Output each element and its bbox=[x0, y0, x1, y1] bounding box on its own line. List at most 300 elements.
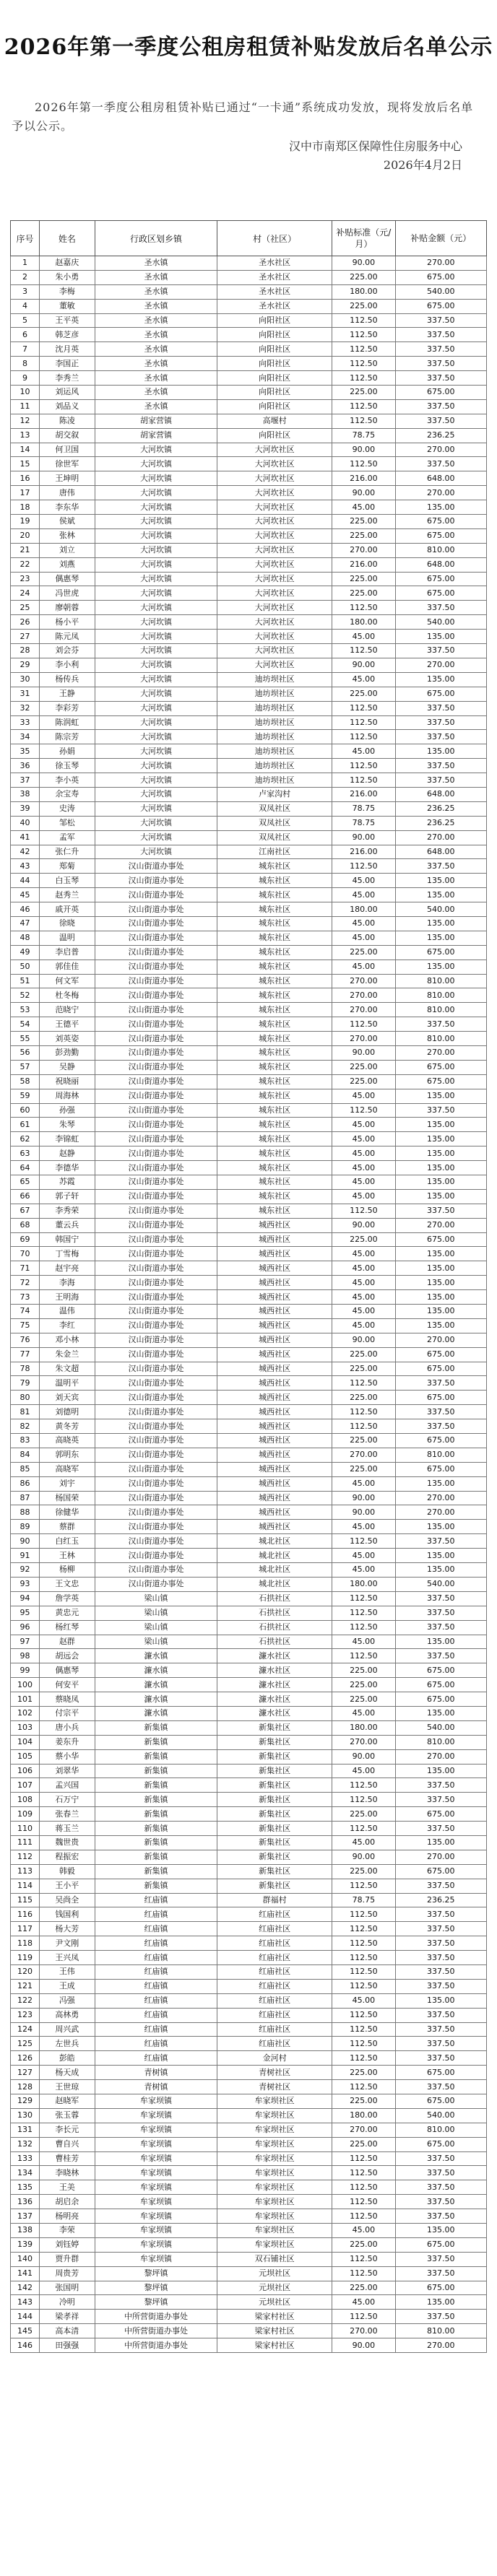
cell-standard: 45.00 bbox=[332, 1318, 396, 1333]
cell-village: 石拱社区 bbox=[217, 1620, 332, 1635]
cell-name: 刘会芬 bbox=[39, 644, 95, 658]
table-row bbox=[11, 1893, 487, 1907]
cell-name: 刘立 bbox=[39, 543, 95, 557]
cell-amount: 135.00 bbox=[395, 1161, 486, 1175]
cell-township: 圣水镇 bbox=[95, 256, 217, 271]
cell-township: 汉山街道办事处 bbox=[95, 1017, 217, 1032]
cell-name: 刘翠华 bbox=[39, 1764, 95, 1778]
cell-amount: 675.00 bbox=[395, 1462, 486, 1476]
cell-township: 汉山街道办事处 bbox=[95, 1060, 217, 1074]
table-row bbox=[11, 2137, 487, 2151]
cell-index: 73 bbox=[11, 1290, 40, 1305]
cell-name: 郑菊 bbox=[39, 859, 95, 874]
cell-name: 偶惠琴 bbox=[39, 572, 95, 586]
cell-standard: 45.00 bbox=[332, 1118, 396, 1132]
cell-township: 圣水镇 bbox=[95, 342, 217, 357]
cell-township: 汉山街道办事处 bbox=[95, 1261, 217, 1276]
cell-village: 城西社区 bbox=[217, 1218, 332, 1232]
cell-village: 城东社区 bbox=[217, 1074, 332, 1089]
table-row bbox=[11, 256, 487, 271]
cell-township: 牟家坝镇 bbox=[95, 2195, 217, 2209]
cell-standard: 112.50 bbox=[332, 2252, 396, 2266]
cell-village: 石拱社区 bbox=[217, 1606, 332, 1620]
cell-index: 25 bbox=[11, 601, 40, 615]
cell-township: 圣水镇 bbox=[95, 328, 217, 342]
cell-index: 123 bbox=[11, 2008, 40, 2022]
cell-name: 李小英 bbox=[39, 773, 95, 788]
cell-name: 朱金兰 bbox=[39, 1347, 95, 1362]
cell-village: 牟家坝社区 bbox=[217, 2151, 332, 2166]
cell-index: 34 bbox=[11, 730, 40, 744]
cell-name: 王小平 bbox=[39, 1879, 95, 1893]
table-row bbox=[11, 787, 487, 801]
cell-index: 87 bbox=[11, 1491, 40, 1505]
cell-name: 徐世军 bbox=[39, 457, 95, 471]
table-row bbox=[11, 1247, 487, 1261]
cell-village: 红庙社区 bbox=[217, 1951, 332, 1965]
table-row bbox=[11, 1807, 487, 1822]
cell-village: 石拱社区 bbox=[217, 1635, 332, 1649]
cell-index: 49 bbox=[11, 945, 40, 960]
cell-amount: 337.50 bbox=[395, 1103, 486, 1118]
cell-index: 70 bbox=[11, 1247, 40, 1261]
cell-name: 李国正 bbox=[39, 357, 95, 371]
table-row bbox=[11, 816, 487, 830]
cell-name: 何文军 bbox=[39, 974, 95, 988]
cell-village: 牟家坝社区 bbox=[217, 2108, 332, 2123]
cell-amount: 675.00 bbox=[395, 1692, 486, 1707]
cell-name: 胡交叙 bbox=[39, 428, 95, 443]
cell-amount: 540.00 bbox=[395, 2108, 486, 2123]
cell-standard: 112.50 bbox=[332, 1649, 396, 1663]
cell-village: 城东社区 bbox=[217, 1204, 332, 1218]
cell-township: 大河坎镇 bbox=[95, 586, 217, 601]
table-row bbox=[11, 2022, 487, 2037]
cell-standard: 90.00 bbox=[332, 830, 396, 845]
cell-index: 104 bbox=[11, 1735, 40, 1749]
cell-index: 118 bbox=[11, 1936, 40, 1951]
cell-name: 陈润虹 bbox=[39, 715, 95, 730]
cell-village: 城东社区 bbox=[217, 974, 332, 988]
cell-name: 朱琴 bbox=[39, 1118, 95, 1132]
cell-amount: 337.50 bbox=[395, 457, 486, 471]
cell-village: 城西社区 bbox=[217, 1491, 332, 1505]
cell-village: 大河坎社区 bbox=[217, 644, 332, 658]
cell-township: 汉山街道办事处 bbox=[95, 1333, 217, 1347]
cell-amount: 648.00 bbox=[395, 845, 486, 859]
cell-amount: 675.00 bbox=[395, 1663, 486, 1678]
cell-name: 王成 bbox=[39, 1979, 95, 1993]
cell-amount: 337.50 bbox=[395, 2180, 486, 2195]
cell-amount: 135.00 bbox=[395, 744, 486, 759]
cell-name: 朱小勇 bbox=[39, 270, 95, 284]
table-row bbox=[11, 557, 487, 572]
cell-township: 新集镇 bbox=[95, 1864, 217, 1879]
document-title: 2026年第一季度公租房租赁补贴发放后名单公示 bbox=[4, 35, 493, 60]
cell-amount: 675.00 bbox=[395, 528, 486, 543]
cell-village: 牟家坝社区 bbox=[217, 2224, 332, 2238]
cell-township: 牟家坝镇 bbox=[95, 2166, 217, 2180]
cell-name: 程振宏 bbox=[39, 1850, 95, 1864]
cell-amount: 810.00 bbox=[395, 1032, 486, 1046]
cell-standard: 225.00 bbox=[332, 1663, 396, 1678]
cell-amount: 337.50 bbox=[395, 1951, 486, 1965]
cell-index: 76 bbox=[11, 1333, 40, 1347]
cell-amount: 135.00 bbox=[395, 960, 486, 974]
cell-village: 城东社区 bbox=[217, 1060, 332, 1074]
cell-township: 圣水镇 bbox=[95, 270, 217, 284]
cell-township: 大河坎镇 bbox=[95, 701, 217, 715]
cell-village: 高堰村 bbox=[217, 414, 332, 428]
cell-township: 中所营街道办事处 bbox=[95, 2324, 217, 2338]
cell-index: 83 bbox=[11, 1434, 40, 1448]
cell-amount: 810.00 bbox=[395, 2123, 486, 2137]
cell-standard: 112.50 bbox=[332, 1793, 396, 1807]
cell-village: 城东社区 bbox=[217, 1175, 332, 1190]
cell-amount: 337.50 bbox=[395, 1793, 486, 1807]
cell-standard: 270.00 bbox=[332, 2324, 396, 2338]
cell-index: 18 bbox=[11, 500, 40, 515]
cell-amount: 337.50 bbox=[395, 1204, 486, 1218]
table-row bbox=[11, 1434, 487, 1448]
cell-standard: 180.00 bbox=[332, 284, 396, 299]
cell-standard: 78.75 bbox=[332, 816, 396, 830]
cell-amount: 810.00 bbox=[395, 2324, 486, 2338]
table-row bbox=[11, 687, 487, 701]
cell-village: 城西社区 bbox=[217, 1318, 332, 1333]
cell-index: 28 bbox=[11, 644, 40, 658]
cell-name: 蔡晓凤 bbox=[39, 1692, 95, 1707]
cell-name: 吴尚全 bbox=[39, 1893, 95, 1907]
cell-standard: 112.50 bbox=[332, 1936, 396, 1951]
cell-name: 刘德明 bbox=[39, 1405, 95, 1419]
table-row bbox=[11, 601, 487, 615]
cell-standard: 90.00 bbox=[332, 1491, 396, 1505]
cell-village: 青树社区 bbox=[217, 2066, 332, 2080]
cell-index: 35 bbox=[11, 744, 40, 759]
cell-amount: 236.25 bbox=[395, 816, 486, 830]
table-row bbox=[11, 2051, 487, 2066]
table-row bbox=[11, 1003, 487, 1017]
cell-village: 城西社区 bbox=[217, 1462, 332, 1476]
cell-amount: 337.50 bbox=[395, 399, 486, 414]
cell-index: 97 bbox=[11, 1635, 40, 1649]
cell-village: 城东社区 bbox=[217, 1089, 332, 1103]
table-row bbox=[11, 399, 487, 414]
cell-standard: 78.75 bbox=[332, 801, 396, 816]
cell-name: 何卫国 bbox=[39, 443, 95, 457]
cell-township: 大河坎镇 bbox=[95, 801, 217, 816]
cell-standard: 112.50 bbox=[332, 1534, 396, 1549]
table-row bbox=[11, 1835, 487, 1850]
cell-township: 大河坎镇 bbox=[95, 759, 217, 773]
cell-index: 81 bbox=[11, 1405, 40, 1419]
cell-index: 17 bbox=[11, 486, 40, 500]
table-row bbox=[11, 500, 487, 515]
cell-village: 城东社区 bbox=[217, 1161, 332, 1175]
cell-standard: 45.00 bbox=[332, 1305, 396, 1319]
cell-village: 大河坎社区 bbox=[217, 486, 332, 500]
table-row bbox=[11, 2166, 487, 2180]
cell-standard: 225.00 bbox=[332, 1462, 396, 1476]
cell-index: 91 bbox=[11, 1549, 40, 1563]
cell-township: 新集镇 bbox=[95, 1850, 217, 1864]
cell-name: 王兴凤 bbox=[39, 1951, 95, 1965]
cell-township: 红庙镇 bbox=[95, 2022, 217, 2037]
cell-village: 圣水社区 bbox=[217, 270, 332, 284]
cell-name: 李秀荣 bbox=[39, 1204, 95, 1218]
cell-village: 大河坎社区 bbox=[217, 471, 332, 486]
cell-amount: 270.00 bbox=[395, 256, 486, 271]
cell-township: 胡家营镇 bbox=[95, 428, 217, 443]
cell-standard: 45.00 bbox=[332, 1993, 396, 2008]
cell-index: 119 bbox=[11, 1951, 40, 1965]
cell-village: 红庙社区 bbox=[217, 2037, 332, 2051]
cell-standard: 45.00 bbox=[332, 1290, 396, 1305]
table-row bbox=[11, 1146, 487, 1161]
cell-amount: 135.00 bbox=[395, 1089, 486, 1103]
cell-township: 大河坎镇 bbox=[95, 615, 217, 630]
cell-index: 68 bbox=[11, 1218, 40, 1232]
cell-amount: 135.00 bbox=[395, 1706, 486, 1720]
cell-amount: 135.00 bbox=[395, 1189, 486, 1204]
cell-township: 牟家坝镇 bbox=[95, 2224, 217, 2238]
cell-amount: 135.00 bbox=[395, 1318, 486, 1333]
table-row bbox=[11, 1462, 487, 1476]
cell-name: 刘燕 bbox=[39, 557, 95, 572]
cell-village: 迪坊坝社区 bbox=[217, 773, 332, 788]
cell-name: 杨天成 bbox=[39, 2066, 95, 2080]
cell-amount: 810.00 bbox=[395, 1735, 486, 1749]
cell-index: 43 bbox=[11, 859, 40, 874]
cell-village: 城西社区 bbox=[217, 1448, 332, 1462]
table-row bbox=[11, 1850, 487, 1864]
signature-block bbox=[217, 137, 462, 175]
cell-index: 105 bbox=[11, 1749, 40, 1764]
cell-amount: 135.00 bbox=[395, 1118, 486, 1132]
table-row bbox=[11, 801, 487, 816]
cell-name: 王世琼 bbox=[39, 2080, 95, 2094]
cell-village: 城西社区 bbox=[217, 1520, 332, 1534]
cell-amount: 337.50 bbox=[395, 371, 486, 386]
cell-index: 133 bbox=[11, 2151, 40, 2166]
cell-village: 濂水社区 bbox=[217, 1692, 332, 1707]
cell-village: 大河坎社区 bbox=[217, 586, 332, 601]
cell-index: 27 bbox=[11, 630, 40, 644]
cell-village: 城西社区 bbox=[217, 1261, 332, 1276]
cell-name: 韩毅 bbox=[39, 1864, 95, 1879]
cell-index: 103 bbox=[11, 1720, 40, 1735]
cell-standard: 225.00 bbox=[332, 528, 396, 543]
cell-standard: 225.00 bbox=[332, 1391, 396, 1405]
cell-standard: 112.50 bbox=[332, 1620, 396, 1635]
cell-village: 元坝社区 bbox=[217, 2295, 332, 2310]
cell-index: 109 bbox=[11, 1807, 40, 1822]
cell-village: 牟家坝社区 bbox=[217, 2166, 332, 2180]
table-row bbox=[11, 672, 487, 687]
cell-name: 周海林 bbox=[39, 1089, 95, 1103]
cell-village: 向阳社区 bbox=[217, 357, 332, 371]
cell-amount: 270.00 bbox=[395, 1218, 486, 1232]
cell-standard: 78.75 bbox=[332, 1893, 396, 1907]
cell-amount: 337.50 bbox=[395, 2252, 486, 2266]
cell-township: 牟家坝镇 bbox=[95, 2252, 217, 2266]
cell-index: 141 bbox=[11, 2266, 40, 2281]
cell-amount: 270.00 bbox=[395, 1333, 486, 1347]
cell-village: 圣水社区 bbox=[217, 256, 332, 271]
cell-name: 詹学英 bbox=[39, 1591, 95, 1606]
cell-village: 城西社区 bbox=[217, 1247, 332, 1261]
table-row bbox=[11, 2295, 487, 2310]
cell-standard: 225.00 bbox=[332, 687, 396, 701]
table-row bbox=[11, 1606, 487, 1620]
cell-name: 韩国宁 bbox=[39, 1232, 95, 1247]
cell-township: 大河坎镇 bbox=[95, 830, 217, 845]
cell-amount: 135.00 bbox=[395, 630, 486, 644]
cell-standard: 90.00 bbox=[332, 1333, 396, 1347]
cell-name: 吴静 bbox=[39, 1060, 95, 1074]
cell-standard: 216.00 bbox=[332, 845, 396, 859]
cell-name: 赵静 bbox=[39, 1146, 95, 1161]
cell-index: 116 bbox=[11, 1907, 40, 1922]
cell-standard: 112.50 bbox=[332, 313, 396, 328]
cell-name: 韩芝彦 bbox=[39, 328, 95, 342]
cell-amount: 337.50 bbox=[395, 759, 486, 773]
cell-name: 陈元凤 bbox=[39, 630, 95, 644]
cell-index: 69 bbox=[11, 1232, 40, 1247]
cell-township: 汉山街道办事处 bbox=[95, 1405, 217, 1419]
cell-amount: 540.00 bbox=[395, 902, 486, 917]
cell-standard: 112.50 bbox=[332, 1419, 396, 1434]
cell-village: 牟家坝社区 bbox=[217, 2209, 332, 2224]
cell-village: 元坝社区 bbox=[217, 2266, 332, 2281]
cell-index: 63 bbox=[11, 1146, 40, 1161]
cell-standard: 112.50 bbox=[332, 601, 396, 615]
cell-village: 红庙社区 bbox=[217, 1964, 332, 1979]
cell-name: 周兴武 bbox=[39, 2022, 95, 2037]
cell-township: 大河坎镇 bbox=[95, 630, 217, 644]
cell-amount: 648.00 bbox=[395, 471, 486, 486]
cell-index: 5 bbox=[11, 313, 40, 328]
table-row bbox=[11, 1276, 487, 1290]
issue-date: 2026年4月2日 bbox=[383, 158, 462, 172]
cell-standard: 112.50 bbox=[332, 2180, 396, 2195]
cell-standard: 90.00 bbox=[332, 658, 396, 672]
cell-name: 徐晓 bbox=[39, 916, 95, 931]
cell-name: 李秀兰 bbox=[39, 371, 95, 386]
cell-village: 青树社区 bbox=[217, 2080, 332, 2094]
cell-index: 9 bbox=[11, 371, 40, 386]
cell-index: 7 bbox=[11, 342, 40, 357]
cell-index: 131 bbox=[11, 2123, 40, 2137]
cell-township: 大河坎镇 bbox=[95, 528, 217, 543]
cell-index: 128 bbox=[11, 2080, 40, 2094]
cell-index: 86 bbox=[11, 1476, 40, 1491]
cell-village: 城西社区 bbox=[217, 1305, 332, 1319]
cell-township: 汉山街道办事处 bbox=[95, 1563, 217, 1578]
cell-amount: 135.00 bbox=[395, 1549, 486, 1563]
cell-index: 55 bbox=[11, 1032, 40, 1046]
cell-standard: 112.50 bbox=[332, 1964, 396, 1979]
cell-index: 67 bbox=[11, 1204, 40, 1218]
cell-standard: 112.50 bbox=[332, 715, 396, 730]
cell-index: 19 bbox=[11, 515, 40, 529]
cell-index: 1 bbox=[11, 256, 40, 271]
cell-amount: 675.00 bbox=[395, 586, 486, 601]
table-row bbox=[11, 1333, 487, 1347]
cell-township: 大河坎镇 bbox=[95, 601, 217, 615]
cell-standard: 225.00 bbox=[332, 2237, 396, 2252]
cell-village: 红庙社区 bbox=[217, 1979, 332, 1993]
cell-village: 向阳社区 bbox=[217, 428, 332, 443]
table-row bbox=[11, 1692, 487, 1707]
table-row bbox=[11, 916, 487, 931]
table-row bbox=[11, 2008, 487, 2022]
cell-standard: 112.50 bbox=[332, 2151, 396, 2166]
cell-standard: 225.00 bbox=[332, 572, 396, 586]
cell-amount: 675.00 bbox=[395, 2094, 486, 2109]
cell-township: 红庙镇 bbox=[95, 2037, 217, 2051]
cell-village: 城东社区 bbox=[217, 1132, 332, 1146]
cell-township: 黎坪镇 bbox=[95, 2281, 217, 2295]
cell-name: 杨柳 bbox=[39, 1563, 95, 1578]
cell-village: 迪坊坝社区 bbox=[217, 744, 332, 759]
cell-township: 牟家坝镇 bbox=[95, 2237, 217, 2252]
table-row bbox=[11, 428, 487, 443]
cell-amount: 675.00 bbox=[395, 1362, 486, 1376]
cell-village: 江南社区 bbox=[217, 845, 332, 859]
table-row bbox=[11, 1922, 487, 1936]
cell-name: 孙娟 bbox=[39, 744, 95, 759]
cell-name: 刘钰婷 bbox=[39, 2237, 95, 2252]
cell-village: 城北社区 bbox=[217, 1549, 332, 1563]
cell-standard: 112.50 bbox=[332, 2008, 396, 2022]
cell-name: 丁雪梅 bbox=[39, 1247, 95, 1261]
cell-index: 139 bbox=[11, 2237, 40, 2252]
cell-amount: 675.00 bbox=[395, 1074, 486, 1089]
cell-index: 72 bbox=[11, 1276, 40, 1290]
cell-standard: 225.00 bbox=[332, 586, 396, 601]
cell-amount: 337.50 bbox=[395, 1778, 486, 1793]
cell-index: 88 bbox=[11, 1505, 40, 1520]
cell-township: 汉山街道办事处 bbox=[95, 916, 217, 931]
cell-amount: 675.00 bbox=[395, 1864, 486, 1879]
cell-village: 城东社区 bbox=[217, 874, 332, 888]
table-row bbox=[11, 1505, 487, 1520]
cell-index: 30 bbox=[11, 672, 40, 687]
table-row bbox=[11, 988, 487, 1003]
cell-index: 20 bbox=[11, 528, 40, 543]
cell-standard: 45.00 bbox=[332, 888, 396, 902]
cell-township: 圣水镇 bbox=[95, 386, 217, 400]
cell-township: 汉山街道办事处 bbox=[95, 931, 217, 945]
header-village: 村（社区） bbox=[217, 221, 332, 256]
cell-standard: 180.00 bbox=[332, 1720, 396, 1735]
table-row bbox=[11, 1132, 487, 1146]
cell-name: 廖朝蓉 bbox=[39, 601, 95, 615]
cell-index: 37 bbox=[11, 773, 40, 788]
cell-amount: 135.00 bbox=[395, 1520, 486, 1534]
table-row bbox=[11, 528, 487, 543]
cell-village: 红庙社区 bbox=[217, 1993, 332, 2008]
cell-standard: 112.50 bbox=[332, 1591, 396, 1606]
cell-standard: 112.50 bbox=[332, 1907, 396, 1922]
cell-name: 王静 bbox=[39, 687, 95, 701]
cell-township: 梁山镇 bbox=[95, 1591, 217, 1606]
cell-standard: 180.00 bbox=[332, 2108, 396, 2123]
cell-name: 陈宗芳 bbox=[39, 730, 95, 744]
cell-village: 红庙社区 bbox=[217, 1922, 332, 1936]
